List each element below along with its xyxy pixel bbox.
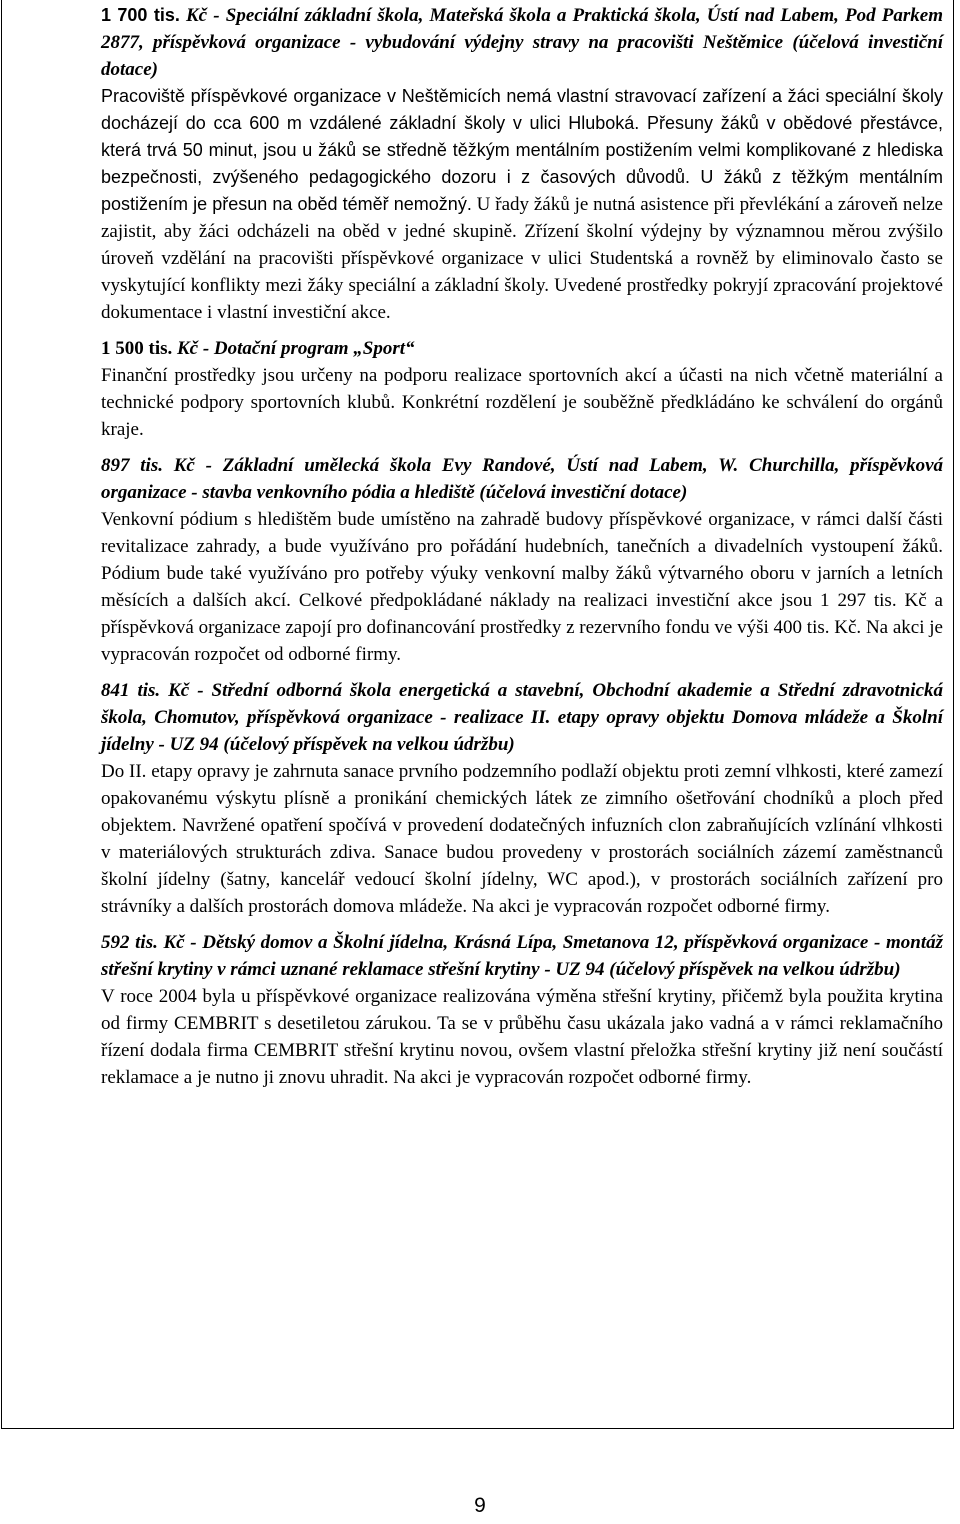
section-heading: [101, 929, 943, 983]
paragraph-text: U řady žáků je nutná asistence při převlékání a zároveň nelze zajistit, aby žáci odcházeli na oběd v jedné skupině. Zřízení školní výdejny by významnou měrou zvýšilo úroveň vzdělání na pracovišti příspěvkové organizace v ulici Studentská a rovněž by eliminovalo často se vyskytující konflikty mezi žáky speciální a základní školy. Uvedené prostředky pokryjí zpracování projektové dokumentace i vlastní investiční akce.: [101, 194, 943, 323]
section-heading: [101, 335, 943, 362]
section-paragraph: V roce 2004 byla u příspěvkové organizace realizována výměna střešní krytiny, přičemž byla použita krytina od firmy CEMBRIT s desetiletou zárukou. Ta se v průběhu času ukázala jako vadná a v rámci reklamačního řízení dodala firma CEMBRIT střešní krytinu novou, ovšem vlastní přeložka střešní krytiny již není součástí reklamace a je nutno ji znovu uhradit. Na akci je vypracován rozpočet odborné firmy.: [101, 986, 943, 1088]
section-paragraph: Finanční prostředky jsou určeny na podporu realizace sportovních akcí a účasti na nich včetně materiální a technické podpory sportovních klubů. Konkrétní rozdělení je souběžně předkládáno ke schválení do orgánů kraje.: [101, 365, 943, 440]
heading-amount: 1 700 tis.: [101, 5, 180, 25]
heading-text: Kč - Střední odborná škola energetická a stavební, Obchodní akademie a Střední zdravotnická škola, Chomutov, příspěvková organizace - realizace II. etapy opravy objektu Domova mládeže a Školní jídelny - UZ 94 (účelový příspěvek na velkou údržbu): [101, 680, 943, 755]
heading-text: Kč - Základní umělecká škola Evy Randové, Ústí nad Labem, W. Churchilla, příspěvková organizace - stavba venkovního pódia a hlediště (účelová investiční dotace): [101, 455, 944, 503]
document-body: [101, 2, 943, 1091]
heading-amount: 841 tis.: [101, 680, 161, 701]
page-number: 9: [474, 1494, 486, 1517]
heading-text: Kč - Dětský domov a Školní jídelna, Krásná Lípa, Smetanova 12, příspěvková organizace - montáž střešní krytiny v rámci uznané reklamace střešní krytiny - UZ 94 (účelový příspěvek na velkou údržbu): [101, 932, 943, 980]
heading-text: Kč - Speciální základní škola, Mateřská škola a Praktická škola, Ústí nad Labem, Pod Parkem 2877, příspěvková organizace - vybudování výdejny stravy na pracovišti Neštěmice (účelová investiční dotace): [101, 5, 943, 80]
section-paragraph: Venkovní pódium s hledištěm bude umístěno na zahradě budovy příspěvkové organizace, v rámci další části revitalizace zahrady, a bude využíváno pro pořádání hudebních, tanečních a divadelních vystoupení žáků. Pódium bude také využíváno pro potřeby výuky venkovní malby žáků výtvarného oboru v jarních a letních měsících a dalších akcí. Celkové předpokládané náklady na realizaci investiční akce jsou 1 297 tis. Kč a příspěvková organizace zapojí pro dofinancování prostředky z rezervního fondu ve výši 400 tis. Kč. Na akci je vypracován rozpočet od odborné firmy.: [101, 509, 943, 665]
section-paragraph: [101, 83, 943, 326]
heading-amount: 897 tis.: [101, 455, 163, 476]
heading-amount: 1 500 tis.: [101, 338, 173, 359]
section-heading: [101, 452, 943, 506]
section-heading: [101, 2, 943, 83]
heading-text: Kč - Dotační program „Sport“: [172, 338, 415, 359]
heading-amount: 592 tis.: [101, 932, 158, 953]
section-heading: [101, 677, 943, 758]
paragraph-text-sans: Pracoviště příspěvkové organizace v Neštěmicích nemá vlastní stravovací zařízení a žáci speciální školy docházejí do cca 600 m vzdálené základní školy v ulici Hluboká. Přesuny žáků v obědové přestávce, která trvá 50 minut, jsou u žáků se středně těžkým mentálním postižením velmi komplikované z hlediska bezpečnosti, zvýšeného pedagogického dozoru i z časových důvodů. U žáků z těžkým mentálním postižením je přesun na oběd téměř nemožný.: [101, 86, 943, 214]
section-paragraph: Do II. etapy opravy je zahrnuta sanace prvního podzemního podlaží objektu proti zemní vlhkosti, které zamezí opakovanému výskytu plísně a pronikání chemických látek ze zimního ošetřování chodníků a ploch před objektem. Navržené opatření spočívá v provedení dodatečných infuzních clon zabraňujících vzlínání vlhkosti v materiálových strukturách zdiva. Sanace budou provedeny v prostorách sociálních zázemí zaměstnanců školní jídelny (šatny, kancelář vedoucí školní jídelny, WC apod.), v prostorách sociálních zařízení pro strávníky a dalších prostorách domova mládeže. Na akci je vypracován rozpočet odborné firmy.: [101, 761, 943, 917]
